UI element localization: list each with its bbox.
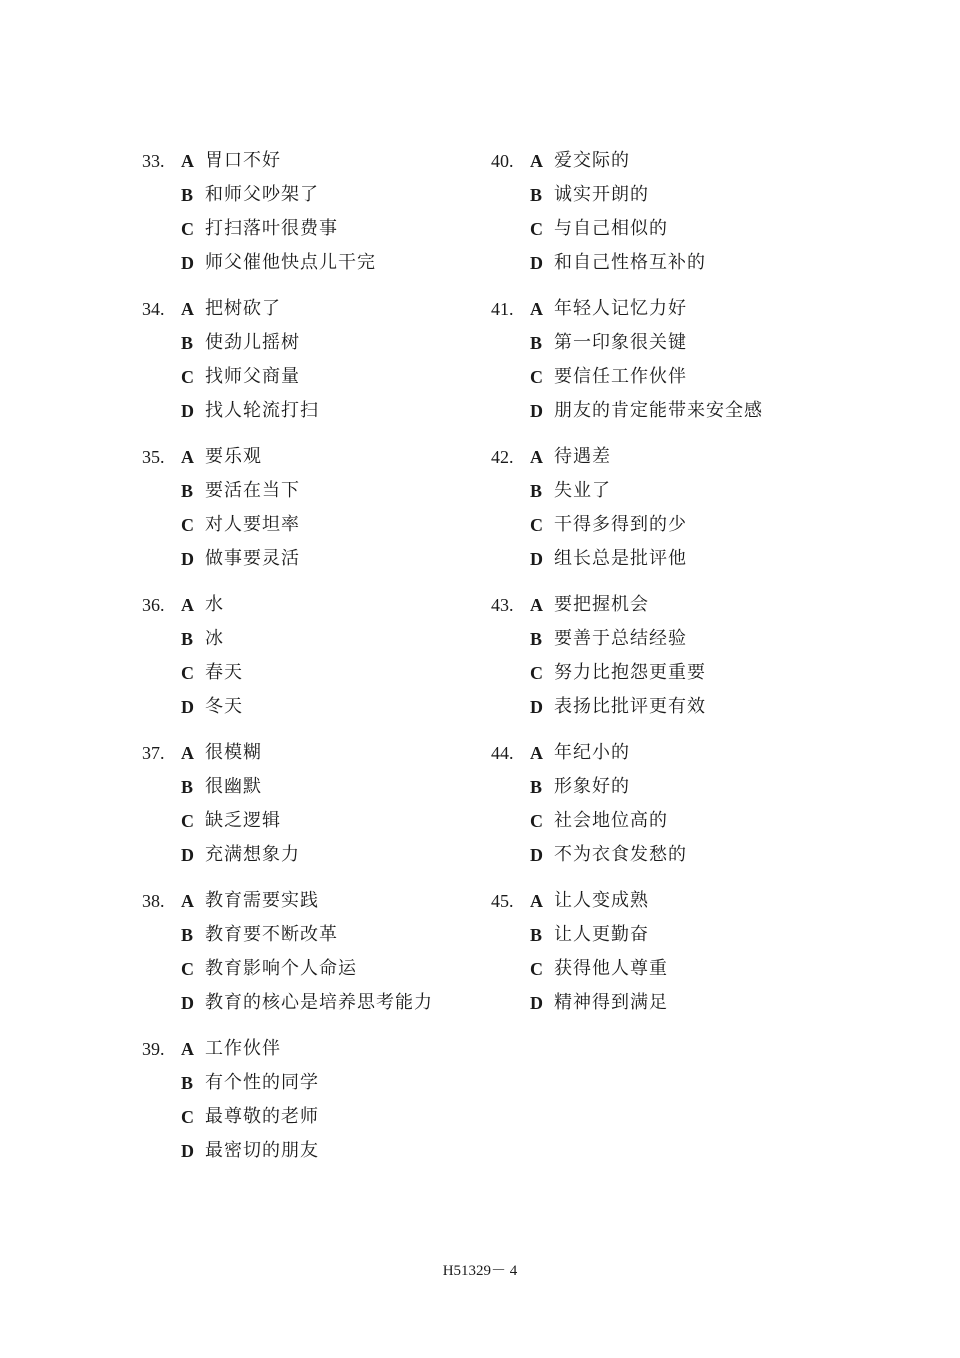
question-number: 41. — [491, 299, 514, 319]
option-letter: D — [181, 697, 194, 717]
option-text: 缺乏逻辑 — [205, 810, 281, 831]
option-letter: C — [530, 515, 543, 535]
option-text: 爱交际的 — [554, 150, 630, 171]
option-text: 水 — [205, 594, 224, 615]
option-letter: D — [530, 993, 543, 1013]
option-text: 年纪小的 — [554, 742, 630, 763]
option-letter: C — [181, 515, 194, 535]
option-text: 找人轮流打扫 — [205, 400, 319, 421]
option-letter: C — [530, 959, 543, 979]
option-letter: A — [181, 595, 194, 615]
option-letter: C — [181, 219, 194, 239]
option-text: 要活在当下 — [205, 480, 300, 501]
option-text: 很幽默 — [205, 776, 262, 797]
option-letter: A — [530, 299, 543, 319]
option-text: 做事要灵活 — [205, 548, 300, 569]
option-letter: A — [181, 743, 194, 763]
option-letter: C — [530, 811, 543, 831]
option-letter: D — [181, 549, 194, 569]
option-text: 把树砍了 — [205, 298, 281, 319]
option-text: 获得他人尊重 — [554, 958, 668, 979]
question-number: 34. — [142, 299, 165, 319]
question-number: 40. — [491, 151, 514, 171]
question-number: 39. — [142, 1039, 165, 1059]
option-letter: C — [181, 811, 194, 831]
option-text: 工作伙伴 — [205, 1038, 281, 1059]
option-text: 充满想象力 — [205, 844, 300, 865]
option-text: 形象好的 — [554, 776, 630, 797]
option-letter: B — [530, 333, 543, 353]
option-letter: D — [530, 401, 543, 421]
option-letter: B — [181, 481, 194, 501]
option-text: 让人更勤奋 — [554, 924, 649, 945]
option-letter: D — [181, 253, 194, 273]
question-number: 44. — [491, 743, 514, 763]
option-text: 打扫落叶很费事 — [205, 218, 338, 239]
option-letter: D — [530, 697, 543, 717]
option-letter: C — [181, 367, 194, 387]
option-letter: D — [530, 845, 543, 865]
option-letter: A — [181, 1039, 194, 1059]
option-text: 最尊敬的老师 — [205, 1106, 319, 1127]
question-number: 35. — [142, 447, 165, 467]
question-number: 33. — [142, 151, 165, 171]
question-number: 36. — [142, 595, 165, 615]
option-text: 很模糊 — [205, 742, 262, 763]
option-letter: C — [181, 1107, 194, 1127]
option-text: 表扬比批评更有效 — [554, 696, 706, 717]
question-number: 38. — [142, 891, 165, 911]
option-text: 与自己相似的 — [554, 218, 668, 239]
option-letter: D — [181, 845, 194, 865]
option-text: 最密切的朋友 — [205, 1140, 319, 1161]
page-number: H51329－ 4 — [442, 1263, 518, 1279]
option-letter: A — [181, 447, 194, 467]
option-letter: D — [181, 993, 194, 1013]
question-number: 42. — [491, 447, 514, 467]
option-letter: C — [181, 959, 194, 979]
option-letter: D — [181, 1141, 194, 1161]
option-text: 教育要不断改革 — [205, 924, 338, 945]
option-text: 教育需要实践 — [205, 890, 319, 911]
option-letter: A — [530, 595, 543, 615]
option-text: 要把握机会 — [554, 594, 649, 615]
option-text: 教育影响个人命运 — [205, 958, 357, 979]
option-text: 诚实开朗的 — [554, 184, 649, 205]
option-letter: B — [181, 777, 194, 797]
option-letter: B — [181, 1073, 194, 1093]
page-footer — [0, 1259, 960, 1280]
option-text: 和师父吵架了 — [205, 184, 319, 205]
option-text: 失业了 — [554, 480, 611, 501]
option-letter: C — [530, 663, 543, 683]
option-text: 精神得到满足 — [554, 992, 668, 1013]
option-letter: B — [530, 629, 543, 649]
option-text: 有个性的同学 — [205, 1072, 319, 1093]
option-letter: B — [181, 925, 194, 945]
option-letter: C — [181, 663, 194, 683]
option-letter: B — [530, 481, 543, 501]
option-letter: A — [181, 299, 194, 319]
option-letter: D — [181, 401, 194, 421]
option-text: 不为衣食发愁的 — [554, 844, 687, 865]
option-letter: D — [530, 253, 543, 273]
option-letter: A — [530, 891, 543, 911]
option-text: 干得多得到的少 — [554, 514, 687, 535]
option-letter: A — [181, 891, 194, 911]
option-text: 春天 — [205, 662, 243, 683]
option-letter: A — [181, 151, 194, 171]
option-text: 要乐观 — [205, 446, 262, 467]
option-text: 胃口不好 — [205, 150, 281, 171]
option-letter: B — [530, 777, 543, 797]
option-letter: A — [530, 447, 543, 467]
option-letter: B — [530, 925, 543, 945]
option-text: 找师父商量 — [205, 366, 300, 387]
option-text: 待遇差 — [554, 446, 611, 467]
option-text: 组长总是批评他 — [554, 548, 687, 569]
option-text: 教育的核心是培养思考能力 — [205, 992, 433, 1013]
option-letter: B — [181, 185, 194, 205]
option-text: 冬天 — [205, 696, 243, 717]
option-text: 要信任工作伙伴 — [554, 366, 687, 387]
option-letter: C — [530, 219, 543, 239]
option-text: 年轻人记忆力好 — [554, 298, 687, 319]
option-text: 让人变成熟 — [554, 890, 649, 911]
option-text: 师父催他快点儿干完 — [205, 252, 376, 273]
option-letter: C — [530, 367, 543, 387]
question-number: 37. — [142, 743, 165, 763]
option-letter: B — [181, 629, 194, 649]
option-text: 朋友的肯定能带来安全感 — [554, 400, 763, 421]
option-text: 使劲儿摇树 — [205, 332, 300, 353]
option-letter: A — [530, 743, 543, 763]
option-text: 对人要坦率 — [205, 514, 300, 535]
option-text: 社会地位高的 — [554, 810, 668, 831]
option-letter: A — [530, 151, 543, 171]
option-letter: D — [530, 549, 543, 569]
option-text: 和自己性格互补的 — [554, 252, 706, 273]
option-letter: B — [181, 333, 194, 353]
option-letter: B — [530, 185, 543, 205]
option-text: 第一印象很关键 — [554, 332, 687, 353]
option-text: 努力比抱怨更重要 — [554, 662, 706, 683]
question-number: 43. — [491, 595, 514, 615]
question-number: 45. — [491, 891, 514, 911]
option-text: 要善于总结经验 — [554, 628, 687, 649]
option-text: 冰 — [205, 628, 224, 649]
